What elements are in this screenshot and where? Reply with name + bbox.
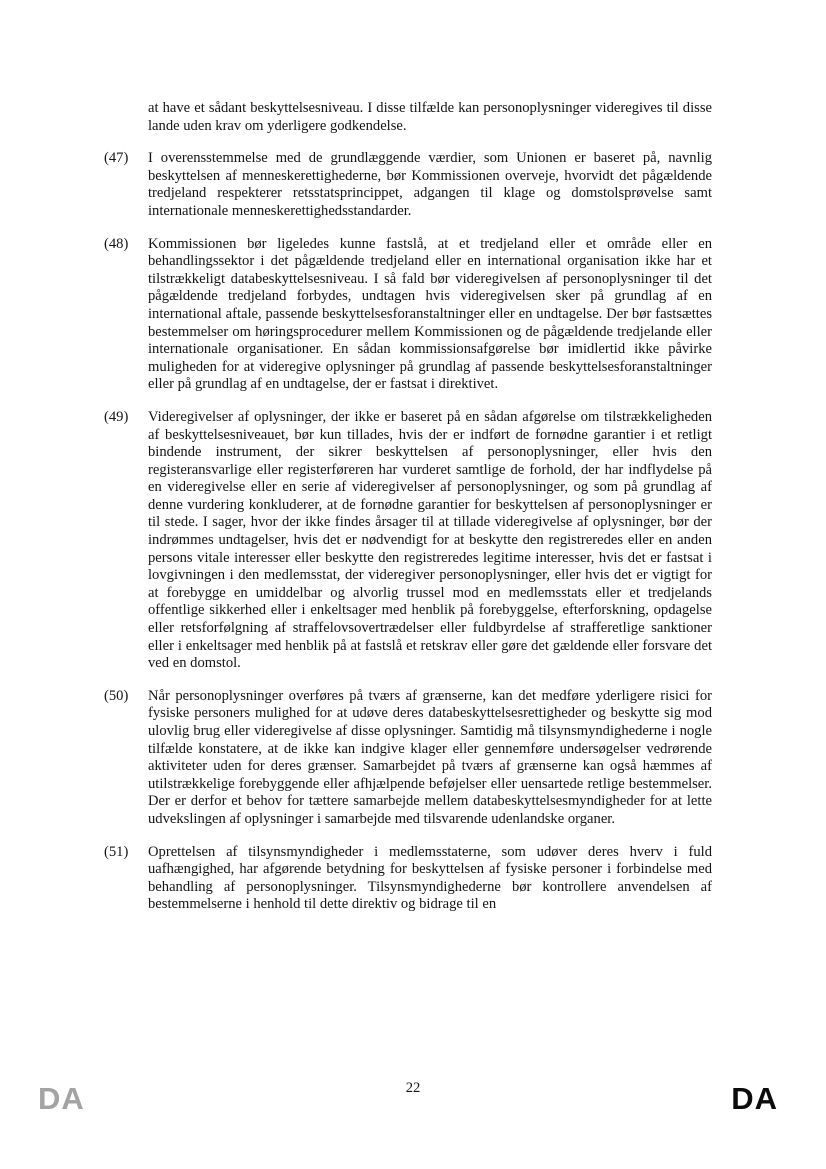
language-code-left: DA xyxy=(38,1081,85,1116)
recital-number: (51) xyxy=(104,843,129,860)
recital-text: Når personoplysninger overføres på tværs af grænserne, kan det medføre yderligere risici for fysiske personers mulighed for at udøve deres databeskyttelsesrettigheder og beskytte sig mod ulovlig brug eller videregivelse af disse oplysninger. Samtidig må tilsynsmyndighederne i nogle tilfælde konstatere, at de ikke kan indgive klager eller gennemføre undersøgelser vedrørende aktiviteter uden for deres grænser. Samarbejdet på tværs af grænserne kan også hæmmes af utilstrækkelige forebyggende eller afhjælpende beføjelser eller uensartede retlige bestemmelser. Der er derfor et behov for tættere samarbejde mellem databeskyttelsesmyndigheder for at lette udvekslingen af oplysninger i samarbejde med tilsvarende udenlandske organer. xyxy=(148,687,712,827)
recital-47 xyxy=(104,150,712,220)
recital-text: Videregivelser af oplysninger, der ikke er baseret på en sådan afgørelse om tilstrækkeligheden af beskyttelsesniveauet, bør kun tillades, hvis der er indført de fornødne garantier i et retligt bindende instrument, der sikrer beskyttelsen af personoplysninger, eller hvis den registeransvarlige eller registerføreren har vurderet samtlige de forhold, der har indflydelse på en videregivelse eller en serie af videregivelser af personoplysninger, og som på grundlag af denne vurdering konkluderer, at de fornødne garantier for beskyttelsen af personoplysninger er til stede. I sager, hvor der ikke findes årsager til at tillade videregivelse af oplysninger, bør der indrømmes undtagelser, hvis det er nødvendigt for at beskytte den registreredes eller en anden persons vitale interesser eller beskytte den registreredes legitime interesser, hvis det er fastsat i lovgivningen i den medlemsstat, der videregiver personoplysninger, eller hvis det er vigtigt for at forebygge en umiddelbar og alvorlig trussel mod en medlemsstats eller et tredjelands offentlige sikkerhed eller i enkeltsager med henblik på forebyggelse, efterforskning, opdagelse eller retsforfølgning af straffelovsovertrædelser eller fuldbyrdelse af strafferetlige sanktioner eller i enkeltsager med henblik på at fastslå et retskrav eller gøre det gældende eller forsvare det ved en domstol. xyxy=(148,408,712,672)
recital-49 xyxy=(104,409,712,673)
page-number: 22 xyxy=(405,1080,421,1096)
recital-text: Oprettelsen af tilsynsmyndigheder i medlemsstaterne, som udøver deres hverv i fuld uafhængighed, har afgørende betydning for beskyttelsen af fysiske personer i forbindelse med behandling af personoplysninger. Tilsynsmyndighederne bør kontrollere anvendelsen af bestemmelserne i henhold til dette direktiv og bidrage til en xyxy=(148,843,712,913)
recital-number: (47) xyxy=(104,150,129,167)
recital-50 xyxy=(104,688,712,829)
paragraph-continuation: at have et sådant beskyttelsesniveau. I disse tilfælde kan personoplysninger videregives til disse lande uden krav om yderligere godkendelse. xyxy=(148,100,712,134)
recital-number: (49) xyxy=(104,408,129,425)
recital-number: (48) xyxy=(104,235,129,252)
recital-51 xyxy=(104,844,712,914)
recital-text: Kommissionen bør ligeledes kunne fastslå, at et tredjeland eller et område eller en behandlingssektor i det pågældende tredjeland eller en international organisation ikke har et tilstrækkeligt databeskyttelsesniveau. I så fald bør videregivelsen af personoplysninger til det pågældende tredjeland forbydes, undtagen hvis videregivelsen sker på grundlag af en international aftale, passende beskyttelsesforanstaltninger eller en undtagelse. Der bør fastsættes bestemmelser om høringsprocedurer mellem Kommissionen og de pågældende tredjelande eller internationale organisationer. En sådan kommissionsafgørelse bør imidlertid ikke påvirke muligheden for at videregive oplysninger på grundlag af passende beskyttelsesforanstaltninger eller på grundlag af en undtagelse, der er fastsat i direktivet. xyxy=(148,235,712,393)
recital-text: I overensstemmelse med de grundlæggende værdier, som Unionen er baseret på, navnlig beskyttelsen af menneskerettighederne, bør Kommissionen overveje, hvorvidt det pågældende tredjeland respekterer retsstatsprincippet, adgangen til klage og domstolsprøvelse samt internationale menneskerettighedsstandarder. xyxy=(148,150,712,219)
recital-number: (50) xyxy=(104,687,129,704)
text-block xyxy=(104,100,712,929)
language-code-right: DA xyxy=(731,1081,778,1116)
recital-48 xyxy=(104,236,712,394)
